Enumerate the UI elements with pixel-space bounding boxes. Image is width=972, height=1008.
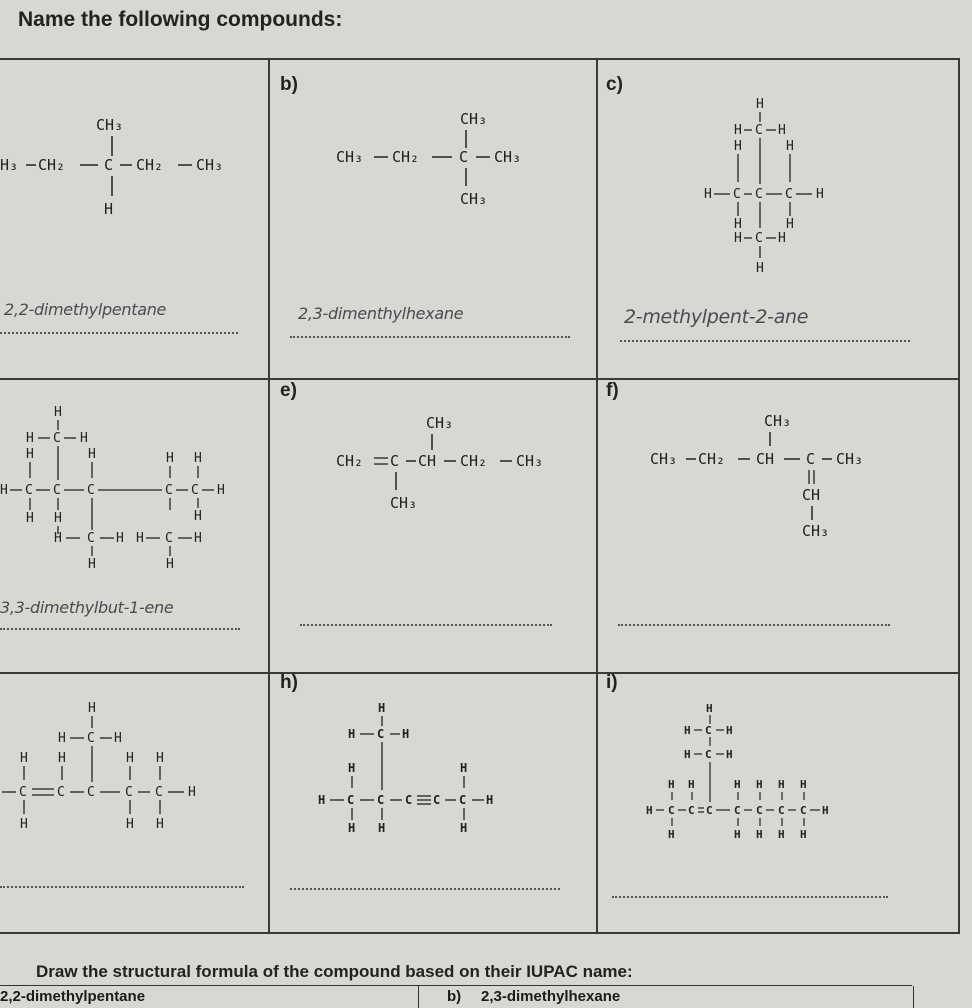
atom-label: H [668, 828, 675, 841]
atom-label: C [459, 148, 469, 166]
atom-label: H [348, 761, 356, 775]
atom-label: CH₃ [836, 450, 864, 468]
atom-label: H [816, 187, 824, 202]
atom-label: C [800, 804, 807, 817]
atom-label: H [734, 123, 742, 138]
draw-section-title: Draw the structural formula of the compound based on their IUPAC name: [36, 962, 633, 981]
atom-label: C [57, 785, 65, 800]
atom-label: H [756, 828, 763, 841]
atom-label: C [87, 531, 95, 546]
atom-label: C [705, 724, 712, 737]
atom-label: C [53, 483, 61, 498]
atom-label: CH₃ [802, 522, 830, 540]
structure-i [644, 700, 864, 850]
atom-label: CH₃ [426, 414, 454, 432]
atom-label: C [785, 187, 793, 202]
atom-label: H [348, 821, 356, 835]
page-title: Name the following compounds: [18, 8, 343, 31]
atom-label: CH₂ [336, 452, 364, 470]
atom-label: H [348, 727, 356, 741]
atom-label: H [734, 778, 741, 791]
atom-label: H [486, 793, 494, 807]
grid-divider [0, 672, 958, 674]
atom-label: H [734, 217, 742, 232]
atom-label: H [734, 828, 741, 841]
answer-line [620, 340, 910, 342]
atom-label: H [734, 139, 742, 154]
atom-label: C [25, 483, 33, 498]
atom-label: H [668, 778, 675, 791]
atom-label: C [433, 793, 441, 807]
atom-label: H [460, 821, 468, 835]
atom-label: CH [756, 450, 775, 468]
atom-label: H [88, 557, 96, 572]
atom-label: CH₃ [460, 190, 488, 208]
draw-item-b-cell [418, 986, 914, 1008]
atom-label: C [778, 804, 785, 817]
atom-label: CH₃ [494, 148, 522, 166]
answer-line [612, 896, 888, 898]
atom-label: H [88, 701, 96, 716]
atom-label: H [166, 451, 174, 466]
answer-line [0, 332, 238, 334]
grid-divider [268, 60, 270, 932]
atom-label: H [402, 727, 410, 741]
atom-label: H [822, 804, 829, 817]
draw-item-b-label: b) [447, 988, 462, 1005]
atom-label: C [755, 231, 763, 246]
atom-label: H [104, 200, 114, 218]
atom-label: CH₂ [698, 450, 726, 468]
atom-label: C [19, 785, 27, 800]
atom-label: H [378, 701, 386, 715]
atom-label: C [390, 452, 400, 470]
atom-label: C [705, 748, 712, 761]
answer-line [290, 888, 560, 890]
atom-label: H [704, 187, 712, 202]
atom-label: C [165, 531, 173, 546]
atom-label: H [136, 531, 144, 546]
atom-label: CH₂ [136, 156, 164, 174]
atom-label: H [0, 483, 8, 498]
atom-label: H [800, 778, 807, 791]
atom-label: H [194, 451, 202, 466]
structure-d [0, 400, 250, 580]
atom-label: H [194, 531, 202, 546]
atom-label: H [378, 821, 386, 835]
atom-label: H [54, 531, 62, 546]
atom-label: H [756, 261, 764, 276]
grid-divider [0, 378, 958, 380]
atom-label: H [778, 828, 785, 841]
atom-label: C [155, 785, 163, 800]
atom-label: H [778, 778, 785, 791]
atom-label: C [377, 793, 385, 807]
atom-label: H [688, 778, 695, 791]
question-label-i: i) [606, 672, 618, 693]
atom-label: C [87, 483, 95, 498]
atom-label: C [53, 431, 61, 446]
atom-label: H [460, 761, 468, 775]
atom-label: H [26, 511, 34, 526]
question-label-e: e) [280, 380, 297, 401]
atom-label: H [58, 731, 66, 746]
draw-item-b-name: 2,3-dimethylhexane [481, 988, 621, 1005]
atom-label: C [733, 187, 741, 202]
structure-e [336, 408, 576, 518]
atom-label: CH₃ [336, 148, 364, 166]
answer-line [0, 628, 240, 630]
structure-a [0, 100, 260, 230]
atom-label: H [684, 724, 691, 737]
atom-label: H [26, 431, 34, 446]
atom-label: H [20, 817, 28, 832]
atom-label: C [125, 785, 133, 800]
atom-label: C [755, 123, 763, 138]
answer-c[interactable]: 2-methylpent-2-ane [624, 306, 809, 328]
atom-label: H [20, 751, 28, 766]
answer-line [0, 886, 244, 888]
atom-label: H [114, 731, 122, 746]
atom-label: H [58, 751, 66, 766]
answer-line [618, 624, 890, 626]
question-label-b: b) [280, 74, 298, 95]
atom-label: H [126, 751, 134, 766]
draw-table [0, 985, 912, 1008]
atom-label: CH [802, 486, 821, 504]
atom-label: H [188, 785, 196, 800]
atom-label: H [786, 139, 794, 154]
atom-label: H [684, 748, 691, 761]
structure-g [0, 700, 250, 850]
atom-label: H [706, 702, 713, 715]
atom-label: H [126, 817, 134, 832]
atom-label: CH₂ [460, 452, 488, 470]
atom-label: C [755, 187, 763, 202]
structure-h [318, 700, 538, 840]
atom-label: C [377, 727, 385, 741]
atom-label: H [26, 447, 34, 462]
atom-label: H [194, 509, 202, 524]
atom-label: C [734, 804, 741, 817]
atom-label: C [87, 785, 95, 800]
atom-label: H [156, 817, 164, 832]
atom-label: H [778, 123, 786, 138]
atom-label: C [806, 450, 816, 468]
atom-label: C [347, 793, 355, 807]
question-label-h: h) [280, 672, 298, 693]
atom-label: H [726, 724, 733, 737]
draw-item-a: 2,2-dimethylpentane [0, 988, 146, 1005]
question-label-f: f) [606, 380, 619, 401]
atom-label: H [156, 751, 164, 766]
atom-label: H₃ [0, 156, 19, 174]
grid-divider [596, 60, 598, 932]
structure-f [650, 406, 900, 546]
atom-label: H [54, 405, 62, 420]
answer-a[interactable]: 2,2-dimethylpentane [4, 300, 167, 319]
atom-label: H [80, 431, 88, 446]
atom-label: C [756, 804, 763, 817]
atom-label: H [318, 793, 326, 807]
atom-label: CH₃ [650, 450, 678, 468]
atom-label: C [706, 804, 713, 817]
atom-label: H [734, 231, 742, 246]
atom-label: CH₃ [764, 412, 792, 430]
atom-label: C [87, 731, 95, 746]
answer-line [300, 624, 552, 626]
question-label-c: c) [606, 74, 623, 95]
atom-label: C [688, 804, 695, 817]
atom-label: H [88, 447, 96, 462]
atom-label: H [756, 97, 764, 112]
atom-label: H [786, 217, 794, 232]
atom-label: C [104, 156, 114, 174]
atom-label: C [668, 804, 675, 817]
structure-b [336, 100, 576, 220]
atom-label: H [217, 483, 225, 498]
atom-label: C [405, 793, 413, 807]
atom-label: C [191, 483, 199, 498]
answer-d[interactable]: 3,3-dimethylbut-1-ene [0, 598, 174, 617]
atom-label: CH₃ [460, 110, 488, 128]
atom-label: CH₃ [196, 156, 224, 174]
atom-label: H [778, 231, 786, 246]
atom-label: H [800, 828, 807, 841]
atom-label: H [116, 531, 124, 546]
atom-label: CH [418, 452, 437, 470]
atom-label: H [54, 511, 62, 526]
atom-label: H [756, 778, 763, 791]
atom-label: CH₃ [390, 494, 418, 512]
answer-line [290, 336, 570, 338]
answer-b[interactable]: 2,3-dimenthylhexane [298, 304, 464, 323]
atom-label: CH₃ [516, 452, 544, 470]
atom-label: CH₂ [38, 156, 66, 174]
atom-label: H [646, 804, 653, 817]
atom-label: C [459, 793, 467, 807]
atom-label: CH₃ [96, 116, 124, 134]
atom-label: H [726, 748, 733, 761]
atom-label: H [166, 557, 174, 572]
atom-label: C [165, 483, 173, 498]
structure-c [700, 92, 840, 282]
atom-label: CH₂ [392, 148, 420, 166]
